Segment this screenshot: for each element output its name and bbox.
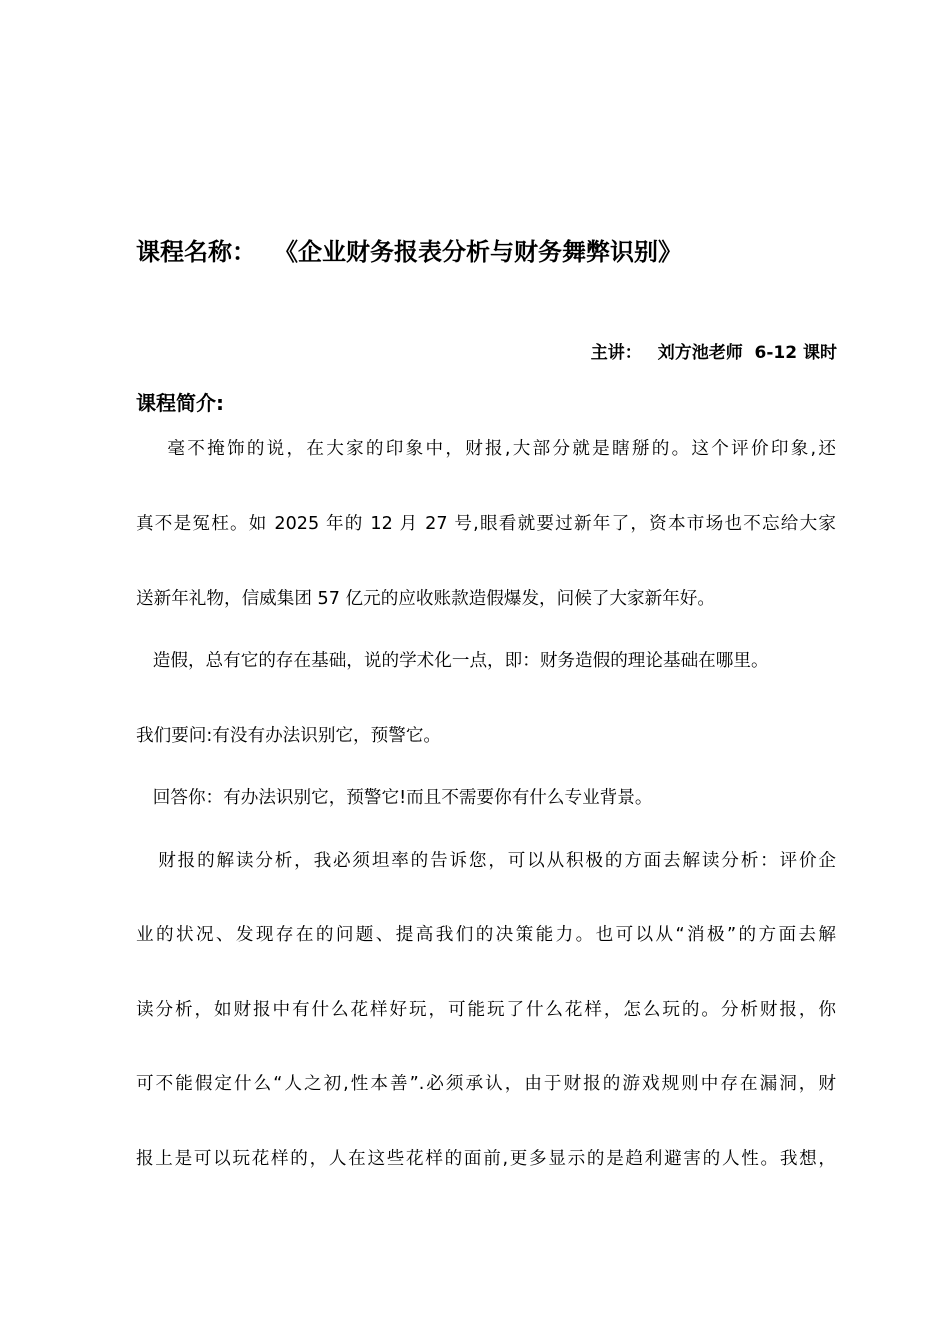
course-title [136, 232, 682, 267]
body-line: 造假，总有它的存在基础，说的学术化一点，即：财务造假的理论基础在哪里。 [136, 651, 769, 671]
course-title-label: 课程名称： [136, 238, 256, 266]
body-line: 毫不掩饰的说，在大家的印象中，财报,大部分就是瞎掰的。这个评价印象,还 [136, 439, 836, 459]
intro-heading: 课程简介: [136, 391, 224, 415]
body-line: 回答你：有办法识别它，预警它!而且不需要你有什么专业背景。 [136, 788, 653, 808]
body-line: 真不是冤枉。如 2025 年的 12 月 27 号,眼看就要过新年了，资本市场也不忘给大家 [136, 514, 836, 534]
body-line: 读分析，如财报中有什么花样好玩，可能玩了什么花样，怎么玩的。分析财报，你 [136, 1000, 836, 1020]
body-line: 送新年礼物，信威集团 57 亿元的应收账款造假爆发，问候了大家新年好。 [136, 589, 715, 609]
body-line: 财报的解读分析，我必须坦率的告诉您，可以从积极的方面去解读分析：评价企 [136, 851, 836, 871]
body-line: 报上是可以玩花样的，人在这些花样的面前,更多显示的是趋利避害的人性。我想， [136, 1149, 836, 1169]
lecturer-line [591, 338, 837, 363]
lecturer-info: 刘方池老师 6-12 课时 [657, 343, 837, 363]
body-line: 业的状况、发现存在的问题、提高我们的决策能力。也可以从“消极”的方面去解 [136, 925, 836, 945]
body-line: 可不能假定什么“人之初,性本善”.必须承认，由于财报的游戏规则中存在漏洞，财 [136, 1074, 836, 1094]
course-title-text: 《企业财务报表分析与财务舞弊识别》 [274, 238, 682, 266]
body-line: 我们要问:有没有办法识别它，预警它。 [136, 726, 442, 746]
lecturer-label: 主讲： [590, 343, 642, 363]
